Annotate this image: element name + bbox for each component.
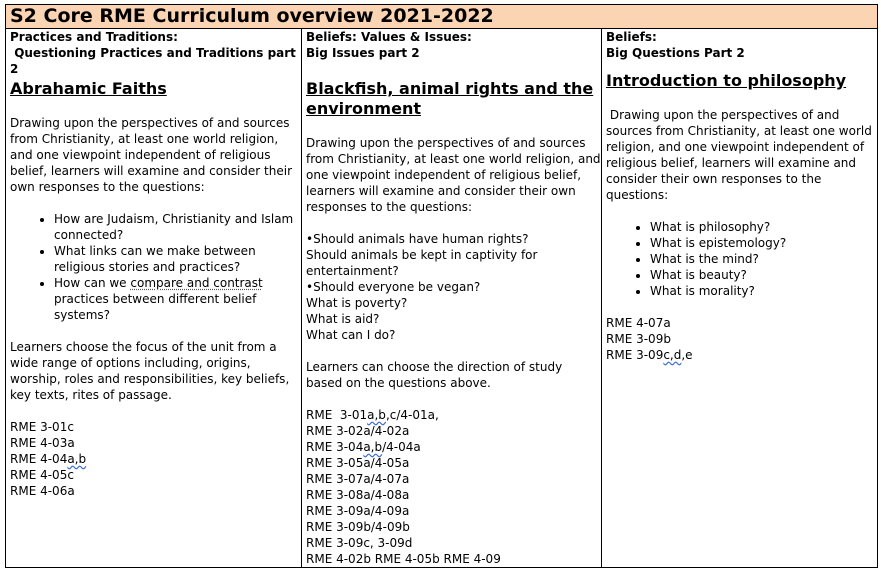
outcome-code: RME 3-09c,d,e <box>606 348 693 362</box>
outcome-code: RME 4-04a,b <box>10 452 87 466</box>
outcome-code: RME 3-01c <box>10 420 74 434</box>
outcome-codes <box>306 407 601 567</box>
question-item: What is poverty? <box>306 296 408 310</box>
question-item: • How can we compare and contrast practices between different belief systems? <box>54 275 301 323</box>
outcome-code: RME 4-06a <box>10 484 75 498</box>
question-item: • How are Judaism, Christianity and Islam connected? <box>54 211 301 243</box>
question-item: •Should animals have human rights? <box>306 232 529 246</box>
question-list <box>10 211 301 323</box>
question-item: •Should everyone be vegan? <box>306 280 481 294</box>
focus-paragraph: Learners choose the focus of the unit from a wide range of options including, origins, worship, roles and responsibilities, key beliefs, key texts, rites of passage. <box>10 340 290 402</box>
outcome-code: RME 3-09a/4-09a <box>306 504 410 518</box>
question-item: • What is morality? <box>650 283 877 299</box>
question-list <box>606 219 877 299</box>
column-big-questions <box>602 29 878 568</box>
question-item: What can I do? <box>306 328 396 342</box>
unit-heading: Abrahamic Faiths <box>10 79 167 98</box>
outcome-code: RME 3-08a/4-08a <box>306 488 410 502</box>
unit-heading: Blackfish, animal rights and the environment <box>306 79 594 118</box>
question-item: • What is the mind? <box>650 251 877 267</box>
outcome-code: RME 3-05a/4-05a <box>306 456 410 470</box>
outcome-code: RME 3-01a,b,c/4-01a, <box>306 408 439 422</box>
outcome-code: RME 4-05c <box>10 468 74 482</box>
outcome-code: RME 4-07a <box>606 316 671 330</box>
outcome-codes <box>606 315 877 363</box>
strand-label: Beliefs: <box>606 30 657 44</box>
column-values-issues <box>302 29 602 568</box>
unit-heading: Introduction to philosophy <box>606 71 847 90</box>
strand-label: Beliefs: Values & Issues: <box>306 30 472 44</box>
strand-label: Practices and Traditions: <box>10 30 178 44</box>
outcome-code: RME 3-09c, 3-09d <box>306 536 413 550</box>
question-item: What is aid? <box>306 312 380 326</box>
unit-label: Big Questions Part 2 <box>606 46 745 60</box>
document-title: S2 Core RME Curriculum overview 2021-2022 <box>6 5 878 29</box>
outcome-code: RME 4-02b RME 4-05b RME 4-09 <box>306 552 501 566</box>
outcome-code: RME 3-07a/4-07a <box>306 472 410 486</box>
question-item: • What is beauty? <box>650 267 877 283</box>
intro-paragraph: Drawing upon the perspectives of and sources from Christianity, at least one world religion, and one viewpoint independent of religious belief, learners will examine and consider their own responses to the questions: <box>306 136 601 214</box>
unit-label: Questioning Practices and Traditions part 2 <box>10 46 301 76</box>
question-item: • What links can we make between religious stories and practices? <box>54 243 301 275</box>
curriculum-table <box>5 4 878 568</box>
outcome-code: RME 3-09b/4-09b <box>306 520 410 534</box>
focus-paragraph: Learners can choose the direction of study based on the questions above. <box>306 360 563 390</box>
column-practices-traditions <box>6 29 302 568</box>
outcome-code: RME 3-09b <box>606 332 671 346</box>
question-item: • What is epistemology? <box>650 235 877 251</box>
outcome-code: RME 4-03a <box>10 436 75 450</box>
outcome-codes <box>10 419 301 499</box>
question-item: Should animals be kept in captivity for entertainment? <box>306 248 538 278</box>
intro-paragraph: Drawing upon the perspectives of and sources from Christianity, at least one world religion, and one viewpoint independent of religious belief, learners will examine and consider their own responses to the questions: <box>10 116 292 194</box>
unit-label: Big Issues part 2 <box>306 46 420 60</box>
question-item: • What is philosophy? <box>650 219 877 235</box>
outcome-code: RME 3-02a/4-02a <box>306 424 410 438</box>
intro-paragraph: Drawing upon the perspectives of and sources from Christianity, at least one world religion, and one viewpoint independent of religious belief, learners will examine and consider their own responses to the questions: <box>606 108 876 202</box>
question-list <box>306 231 601 343</box>
outcome-code: RME 3-04a,b/4-04a <box>306 440 421 454</box>
